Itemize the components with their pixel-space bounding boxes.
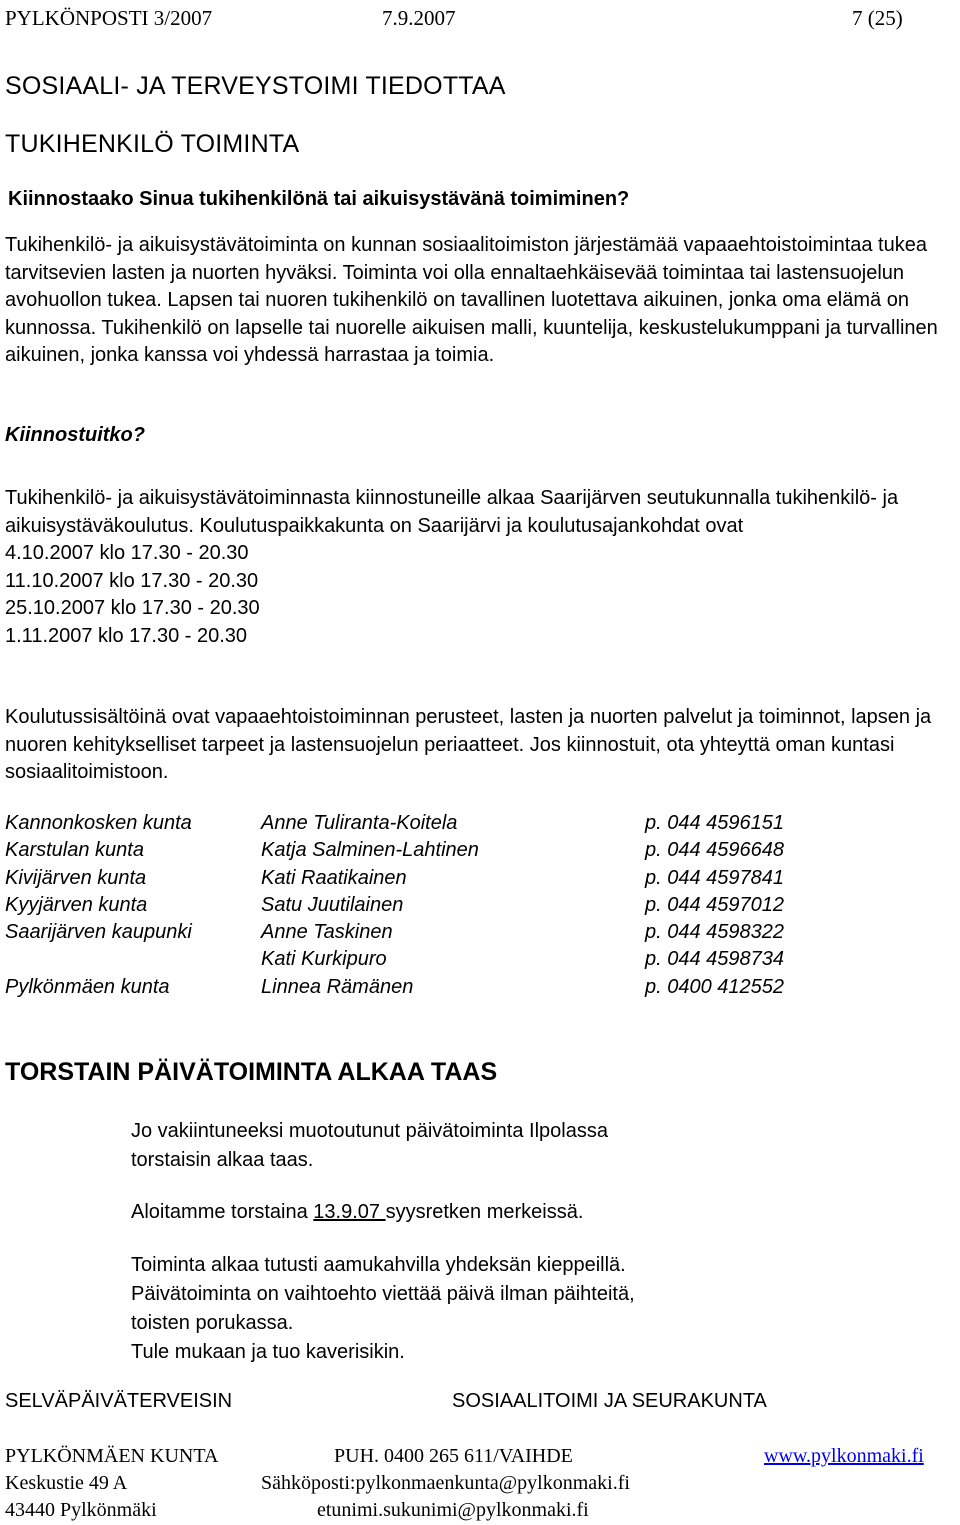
training-paragraph <box>5 485 945 650</box>
contact-row <box>5 867 784 894</box>
start-text: Aloitamme torstaina <box>131 1201 314 1223</box>
day-activity-block-1 <box>131 1117 608 1175</box>
contact-person: Kati Kurkipuro <box>261 948 387 971</box>
content-paragraph <box>5 704 945 787</box>
footer-postal: 43440 Pylkönmäki <box>5 1499 157 1521</box>
day-activity-block-2 <box>131 1198 583 1227</box>
section-subtitle: TUKIHENKILÖ TOIMINTA <box>5 130 300 158</box>
header-publication: PYLKÖNPOSTI 3/2007 <box>5 6 213 30</box>
day-activity-block-3 <box>131 1251 635 1367</box>
contact-person: Anne Tuliranta-Koitela <box>261 812 458 834</box>
contact-phone: p. 044 4598734 <box>645 948 785 971</box>
training-date: 1.11.2007 klo 17.30 - 20.30 <box>5 624 248 647</box>
header-page-number: 7 (25) <box>852 6 903 30</box>
footer-street: Keskustie 49 A <box>5 1472 128 1494</box>
intro-paragraph <box>5 232 945 370</box>
contact-phone: p. 044 4597841 <box>645 866 785 889</box>
training-date: 4.10.2007 klo 17.30 - 20.30 <box>5 542 249 564</box>
training-date: 25.10.2007 klo 17.30 - 20.30 <box>5 597 260 619</box>
footer-website-link[interactable]: www.pylkonmaki.fi <box>764 1445 924 1467</box>
day-activity-line <box>131 1198 583 1227</box>
section2-title: TORSTAIN PÄIVÄTOIMINTA ALKAA TAAS <box>5 1058 498 1086</box>
trip-text: syysretken merkeissä. <box>385 1201 584 1223</box>
contact-phone: p. 044 4597012 <box>645 893 785 916</box>
day-activity-line: toisten porukassa. <box>131 1312 294 1334</box>
contact-person: Linnea Rämänen <box>261 975 414 998</box>
start-date: 13.9.07 <box>313 1201 386 1223</box>
contact-municipality: Karstulan kunta <box>5 839 144 862</box>
contact-phone: p. 044 4598322 <box>645 921 785 944</box>
contact-row <box>5 976 784 1003</box>
contacts-table <box>5 812 784 1003</box>
training-paragraph-text: Tukihenkilö- ja aikuisystävätoiminnasta kiinnostuneille alkaa Saarijärven seutukunnalla tukihenkilö- ja aikuisystäväkoulutus. Koulutuspaikkakunta on Saarijärvi ja koulutusajankohdat ovat <box>5 487 899 537</box>
header-date: 7.9.2007 <box>382 6 456 30</box>
day-activity-line: Tule mukaan ja tuo kaverisikin. <box>131 1341 405 1363</box>
day-activity-line: torstaisin alkaa taas. <box>131 1149 314 1171</box>
contact-row <box>5 948 784 975</box>
greeting-right: SOSIAALITOIMI JA SEURAKUNTA <box>452 1390 767 1412</box>
contact-person: Anne Taskinen <box>261 921 393 944</box>
contact-phone: p. 044 4596648 <box>645 839 785 862</box>
contact-person: Katja Salminen-Lahtinen <box>261 839 479 862</box>
intro-paragraph-text: Tukihenkilö- ja aikuisystävätoiminta on kunnan sosiaalitoimiston järjestämää vapaaehtoistoimintaa tukea tarvitsevien lasten ja nuorten hyväksi. Toiminta voi olla ennaltaehkäisevää toimintaa tai lastensuojelun avohuollon tukea. Lapsen tai nuoren tukihenkilö on tavallinen luotettava aikuinen, jonka oma elämä on kunnossa. Tukihenkilö on lapselle tai nuorelle aikuisen malli, kuuntelija, keskustelukumppani ja turvallinen aikuinen, jonka kanssa voi yhdessä harrastaa ja toimia. <box>5 234 938 366</box>
section-question: Kiinnostaako Sinua tukihenkilönä tai aikuisystävänä toimiminen? <box>8 188 630 210</box>
footer-email-format: etunimi.sukunimi@pylkonmaki.fi <box>317 1499 589 1521</box>
contact-row <box>5 812 784 839</box>
footer-email: Sähköposti:pylkonmaenkunta@pylkonmaki.fi <box>261 1472 630 1494</box>
day-activity-line: Jo vakiintuneeksi muotoutunut päivätoiminta Ilpolassa <box>131 1120 608 1142</box>
contact-phone: p. 0400 412552 <box>645 975 785 998</box>
contact-municipality: Saarijärven kaupunki <box>5 921 192 944</box>
contact-municipality: Pylkönmäen kunta <box>5 975 170 998</box>
contact-municipality <box>5 948 261 975</box>
contact-municipality: Kyyjärven kunta <box>5 893 148 916</box>
content-paragraph-text: Koulutussisältöinä ovat vapaaehtoistoiminnan perusteet, lasten ja nuorten palvelut ja toiminnot, lapsen ja nuoren kehitykselliset tarpeet ja lastensuojelun periaatteet. Jos kiinnostuit, ota yhteyttä oman kuntasi sosiaalitoimistoon. <box>5 706 932 783</box>
day-activity-line: Toiminta alkaa tutusti aamukahvilla yhdeksän kieppeillä. <box>131 1254 626 1276</box>
contact-person: Kati Raatikainen <box>261 866 407 889</box>
contact-row <box>5 894 784 921</box>
contact-phone: p. 044 4596151 <box>645 812 785 834</box>
section-title: SOSIAALI- JA TERVEYSTOIMI TIEDOTTAA <box>5 72 506 100</box>
contact-municipality: Kivijärven kunta <box>5 866 147 889</box>
contact-municipality: Kannonkosken kunta <box>5 812 192 834</box>
footer-phone: PUH. 0400 265 611/VAIHDE <box>334 1445 573 1467</box>
training-date: 11.10.2007 klo 17.30 - 20.30 <box>5 569 259 592</box>
interested-heading: Kiinnostuitko? <box>5 424 145 446</box>
contact-person: Satu Juutilainen <box>261 893 404 916</box>
day-activity-line: Päivätoiminta on vaihtoehto viettää päivä ilman päihteitä, <box>131 1283 635 1305</box>
contact-row <box>5 839 784 866</box>
contact-row <box>5 921 784 948</box>
footer-org: PYLKÖNMÄEN KUNTA <box>5 1445 219 1467</box>
greeting-left: SELVÄPÄIVÄTERVEISIN <box>5 1390 233 1412</box>
